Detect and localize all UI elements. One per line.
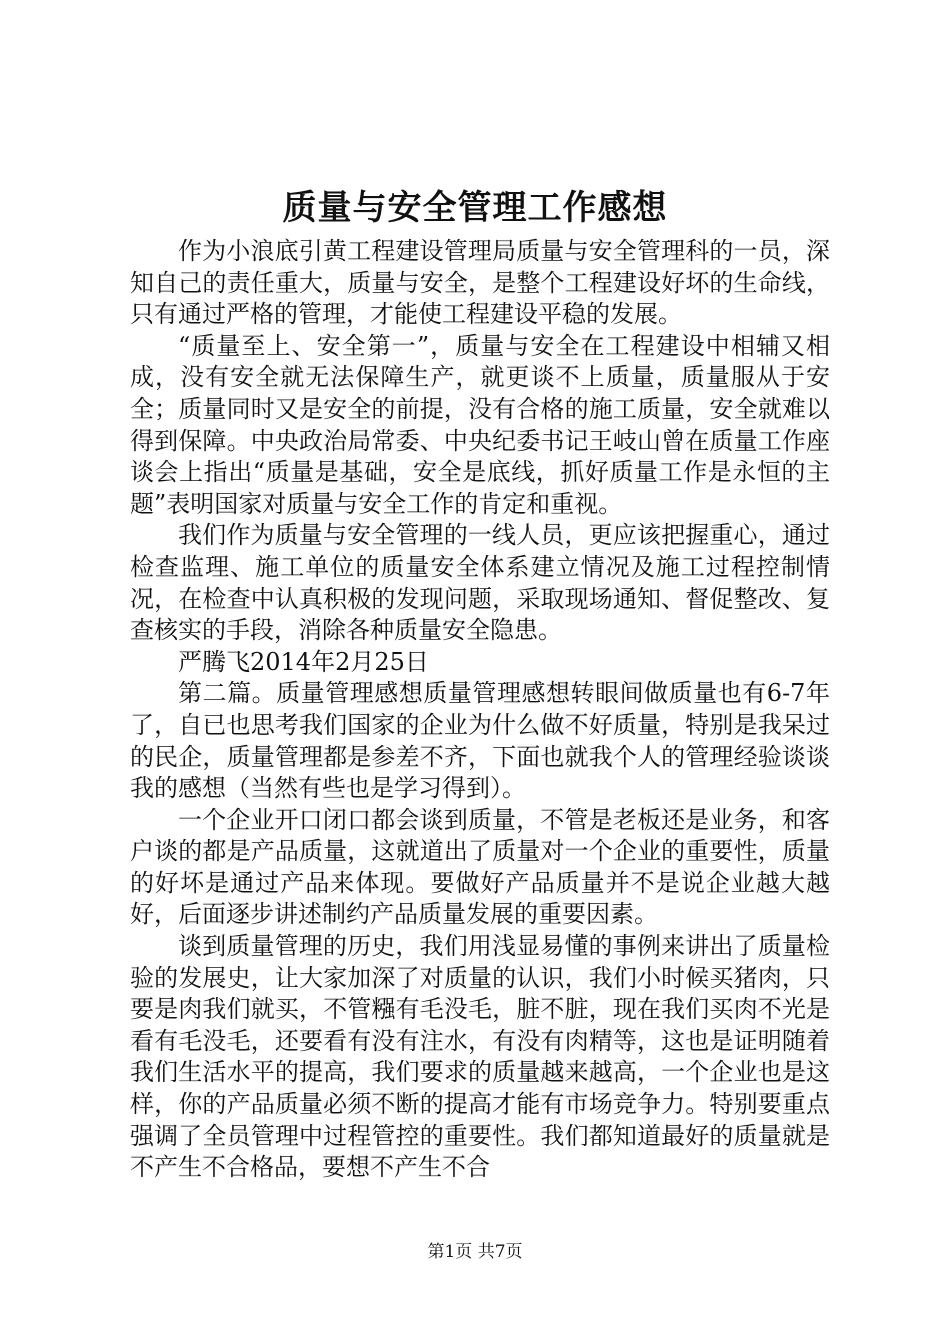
paragraph: 我们作为质量与安全管理的一线人员，更应该把握重心，通过检查监理、施工单位的质量安全体系建立情况及施工过程控制情况，在检查中认真积极的发现问题，采取现场通知、督促整改、复查核实的手段，消除各种质量安全隐患。 <box>130 521 830 645</box>
page-number-footer: 第1页 共7页 <box>427 1242 523 1262</box>
paragraph: 谈到质量管理的历史，我们用浅显易懂的事例来讲出了质量检验的发展史，让大家加深了对质量的认识，我们小时候买猪肉，只要是肉我们就买，不管糨有毛没毛，脏不脏，现在我们买肉不光是看有毛没毛，还要看有没有注水，有没有肉精等，这也是证明随着我们生活水平的提高，我们要求的质量越来越高，一个企业也是这样，你的产品质量必须不断的提高才能有市场竞争力。特别要重点强调了全员管理中过程管控的重要性。我们都知道最好的质量就是不产生不合格品，要想不产生不合 <box>130 932 830 1182</box>
paragraph: 第二篇。质量管理感想质量管理感想转眼间做质量也有6-7年了，自已也思考我们国家的企业为什么做不好质量，特别是我呆过的民企，质量管理都是参差不齐，下面也就我个人的管理经验谈谈我的感想（当然有些也是学习得到）。 <box>130 679 830 803</box>
signature-date-line: 严腾飞2014年2月25日 <box>178 647 429 676</box>
paragraph: 作为小浪底引黄工程建设管理局质量与安全管理科的一员，深知自己的责任重大，质量与安全，是整个工程建设好坏的生命线，只有通过严格的管理，才能使工程建设平稳的发展。 <box>130 237 830 329</box>
paragraph: 一个企业开口闭口都会谈到质量，不管是老板还是业务，和客户谈的都是产品质量，这就道出了质量对一个企业的重要性，质量的好坏是通过产品来体现。要做好产品质量并不是说企业越大越好，后面逐步讲述制约产品质量发展的重要因素。 <box>130 805 830 929</box>
document-title: 质量与安全管理工作感想 <box>282 188 668 228</box>
document-body <box>130 236 830 1184</box>
paragraph: “质量至上、安全第一”，质量与安全在工程建设中相辅又相成，没有安全就无法保障生产，就更谈不上质量，质量服从于安全；质量同时又是安全的前提，没有合格的施工质量，安全就难以得到保障。中央政治局常委、中央纪委书记王岐山曾在质量工作座谈会上指出“质量是基础，安全是底线，抓好质量工作是永恒的主题”表明国家对质量与安全工作的肯定和重视。 <box>130 331 830 518</box>
